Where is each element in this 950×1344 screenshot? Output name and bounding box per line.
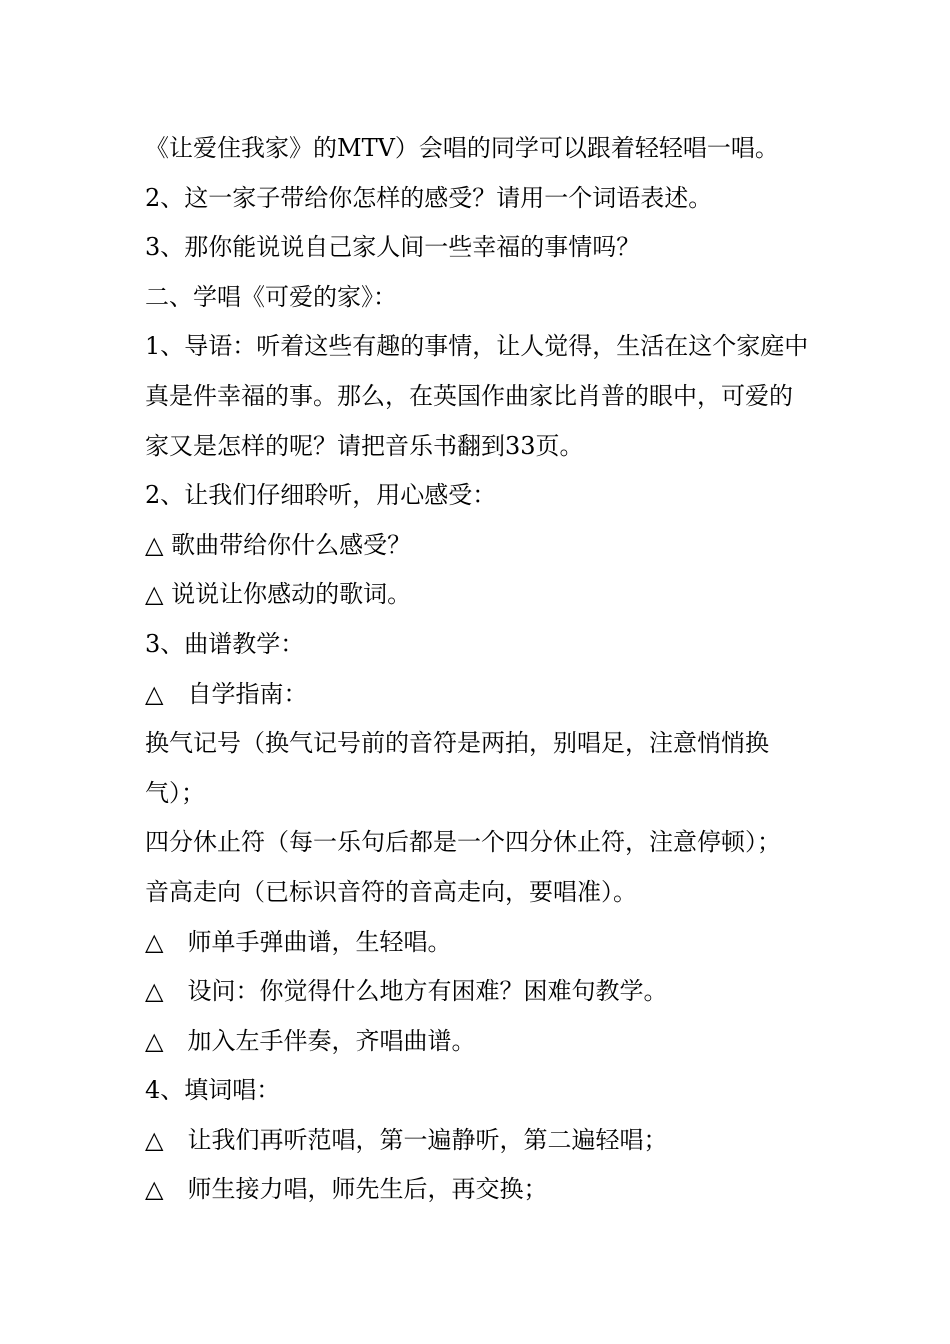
text-line-3: 3、那你能说说自己家人间一些幸福的事情吗？ (145, 233, 641, 262)
bullet-line-18: △ 设问：你觉得什么地方有困难？困难句教学。 (145, 977, 668, 1006)
text-line-2: 2、这一家子带给你怎样的感受？请用一个词语表述。 (145, 183, 713, 212)
text-line-8: 2、让我们仔细聆听，用心感受： (145, 481, 497, 510)
bullet-line-19: △ 加入左手伴奏，齐唱曲谱。 (145, 1026, 476, 1055)
text-line-5: 1、导语：听着这些有趣的事情，让人觉得，生活在这个家庭中 (145, 332, 809, 361)
text-line-6: 真是件幸福的事。那么，在英国作曲家比肖普的眼中，可爱的 (145, 381, 793, 410)
bullet-line-9: △ 歌曲带给你什么感受？ (145, 530, 412, 559)
text-line-14: 气）； (145, 778, 205, 807)
text-line-11: 3、曲谱教学： (145, 629, 305, 658)
bullet-line-17: △ 师单手弹曲谱，生轻唱。 (145, 927, 452, 956)
bullet-line-12: △ 自学指南： (145, 679, 308, 708)
text-line-7: 家又是怎样的呢？请把音乐书翻到33页。 (145, 431, 584, 460)
text-line-16: 音高走向（已标识音符的音高走向，要唱准）。 (145, 877, 637, 906)
bullet-line-10: △ 说说让你感动的歌词。 (145, 580, 412, 609)
text-line-15: 四分休止符（每一乐句后都是一个四分休止符，注意停顿）； (145, 828, 781, 857)
text-line-13: 换气记号（换气记号前的音符是两拍，别唱足，注意悄悄换 (145, 729, 769, 758)
bullet-line-22: △ 师生接力唱，师先生后，再交换； (145, 1175, 548, 1204)
bullet-line-21: △ 让我们再听范唱，第一遍静听，第二遍轻唱； (145, 1125, 668, 1154)
section-heading: 二、学唱《可爱的家》： (145, 282, 397, 311)
text-line-1: 《让爱住我家》的MTV）会唱的同学可以跟着轻轻唱一唱。 (145, 134, 779, 162)
lesson-plan-text (145, 124, 815, 1215)
text-line-20: 4、填词唱： (145, 1076, 281, 1105)
